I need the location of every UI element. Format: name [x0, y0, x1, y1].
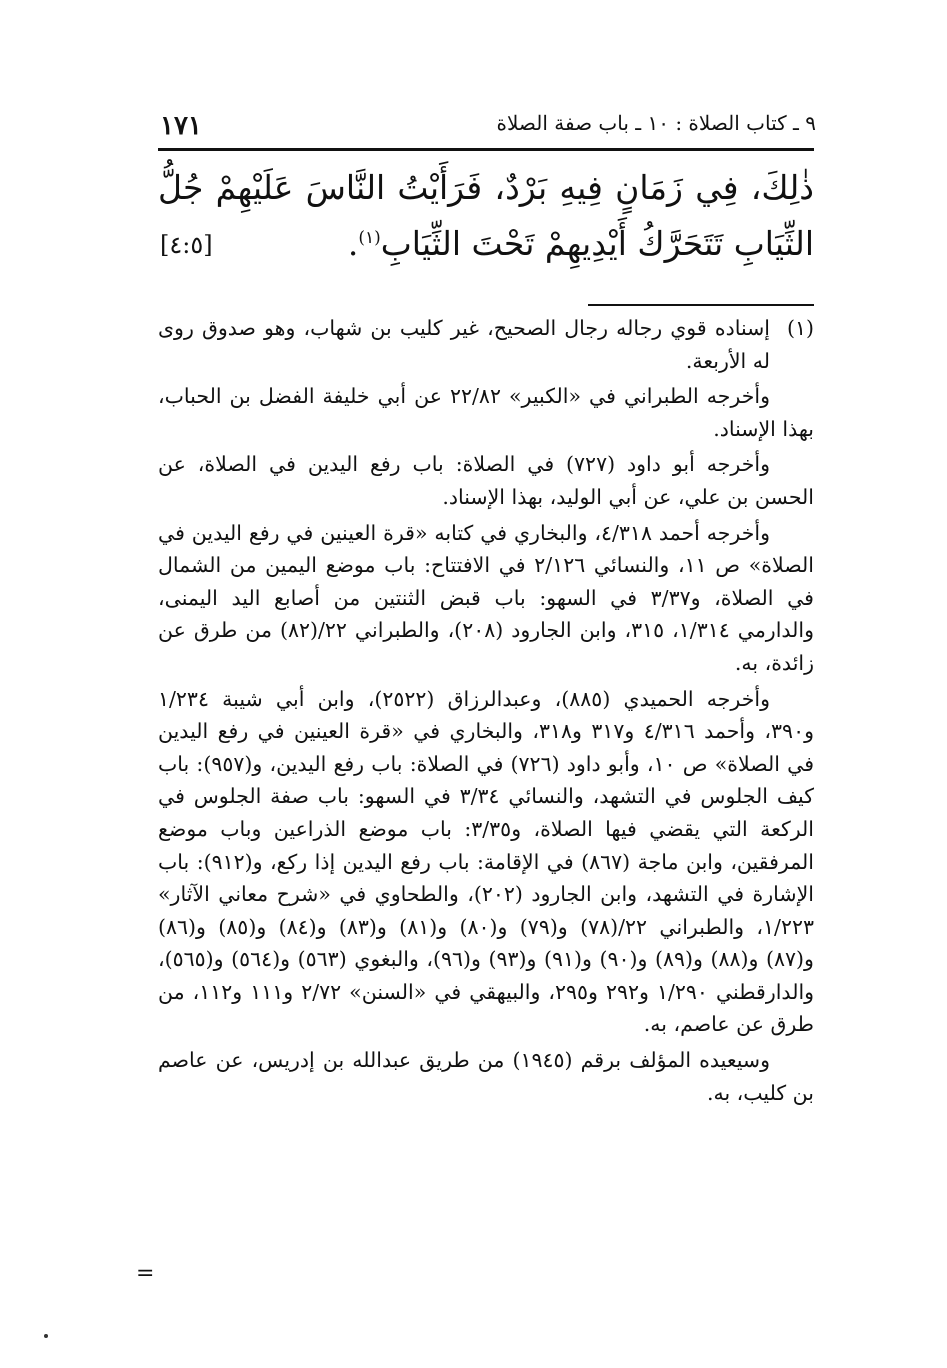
hadith-text [158, 160, 814, 272]
scan-speck [44, 1334, 48, 1338]
hadith-end: . [347, 224, 359, 263]
continuation-mark: = [136, 1261, 155, 1286]
footnote-item [158, 312, 814, 377]
hadith-reference-number: [٤:٥] [160, 231, 213, 259]
footnote-paragraph: وأخرجه الطبراني في «الكبير» ٢٢/٨٢ عن أبي خليفة الفضل بن الحباب، بهذا الإسناد. [158, 384, 814, 441]
footnote-reference: (١) [358, 228, 381, 248]
footnote-paragraph: وسيعيده المؤلف برقم (١٩٤٥) من طريق عبدالله بن إدريس، عن عاصم بن كليب، به. [158, 1048, 814, 1105]
page-number: ١٧١ [160, 111, 202, 141]
footnotes [158, 312, 814, 1112]
footnote-paragraph: وأخرجه أحمد ٤/٣١٨، والبخاري في كتابه «قرة العينين في رفع اليدين في الصلاة» ص ١١، والنسائي ٢/١٢٦ في الافتتاح: باب موضع اليمين من الشمال في الصلاة، و٣/٣٧ في السهو: باب قبض الثنتين من أصابع اليد اليمنى، والدارمي ١/٣١٤، ٣١٥، وابن الجارود (٢٠٨)، والطبراني ٢٢/(٨٢) من طرق عن زائدة، به. [158, 520, 814, 675]
footnote-divider [588, 304, 814, 306]
hadith-body: ذٰلِكَ، فِي زَمَانٍ فِيهِ بَرْدٌ، فَرَأَيْتُ النَّاسَ عَلَيْهِمْ جُلُّ الثِّيَابِ تَتَحَرَّكُ أَيْدِيهِمْ تَحْتَ الثِّيَابِ [158, 168, 814, 263]
footnote-paragraph: وأخرجه أبو داود (٧٢٧) في الصلاة: باب رفع اليدين في الصلاة، عن الحسن بن علي، عن أبي الوليد، بهذا الإسناد. [158, 452, 814, 509]
header-divider [158, 148, 814, 151]
running-header: ٩ ـ كتاب الصلاة : ١٠ ـ باب صفة الصلاة [496, 111, 816, 135]
footnote-paragraph: وأخرجه الحميدي (٨٨٥)، وعبدالرزاق (٢٥٢٢)، وابن أبي شيبة ١/٢٣٤ و٣٩٠، وأحمد ٤/٣١٦ و٣١٧ و٣١٨، والبخاري في «قرة العينين في رفع اليدين في الصلاة» ص ١٠، وأبو داود (٧٢٦) في الصلاة: باب رفع اليدين، و(٩٥٧): باب كيف الجلوس في التشهد، والنسائي ٣/٣٤ في السهو: باب صفة الجلوس في الركعة التي يقضي فيها الصلاة، و٣/٣٥: باب موضع الذراعين وباب موضع المرفقين، وابن ماجة (٨٦٧) في الإقامة: باب رفع اليدين إذا ركع، و(٩١٢): باب الإشارة في التشهد، وابن الجارود (٢٠٢)، والطحاوي في «شرح معاني الآثار» ١/٢٢٣، والطبراني ٢٢/(٧٨) و(٧٩) و(٨٠) و(٨١) و(٨٣) و(٨٤) و(٨٥) و(٨٦) و(٨٧) و(٨٨) و(٨٩) و(٩٠) و(٩١) و(٩٣) و(٩٦)، والبغوي (٥٦٣) و(٥٦٤) و(٥٦٥)، والدارقطني ١/٢٩٠ و٢٩٢ و٢٩٥، والبيهقي في «السنن» ٢/٧٢ و١١١ و١١٢، من طرق عن عاصم، به. [158, 686, 815, 1037]
footnote-text: إسناده قوي رجاله رجال الصحيح، غير كليب بن شهاب، وهو صدوق روى له الأربعة. [158, 316, 770, 373]
footnote-marker: (١) [786, 316, 814, 340]
